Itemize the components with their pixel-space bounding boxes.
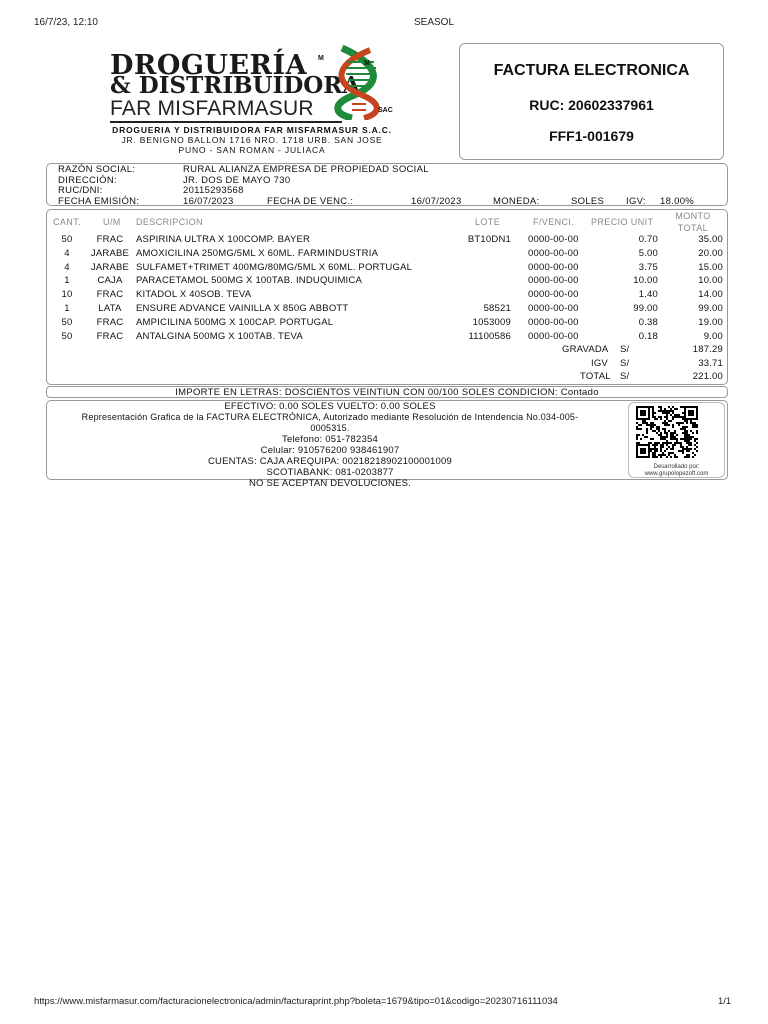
print-datetime: 16/7/23, 12:10 — [34, 17, 98, 28]
cell-venc: 0000-00-00 — [528, 275, 579, 287]
cell-total: 20.00 — [698, 247, 723, 259]
invoice-ruc: RUC: 20602337961 — [529, 97, 654, 113]
cell-lote: 1053009 — [472, 316, 511, 328]
total-currency: S/ — [620, 371, 630, 382]
cell-um: FRAC — [96, 316, 124, 328]
header-monto: MONTO — [675, 211, 711, 221]
header-um: U/M — [103, 217, 121, 227]
cell-venc: 0000-00-00 — [528, 289, 579, 301]
company-address: JR. BENIGNO BALLON 1716 NRO. 1718 URB. SAN JOSE — [121, 135, 383, 145]
cell-precio: 10.00 — [633, 275, 658, 287]
cell-cant: 1 — [64, 303, 70, 314]
print-url: https://www.misfarmasur.com/facturacionelectronica/admin/facturaprint.php?boleta=1679&tipo=01&codigo=20230716111034 — [34, 996, 558, 1007]
scotiabank: SCOTIABANK: 081-0203877 — [266, 467, 394, 478]
cell-um: CAJA — [97, 275, 123, 287]
igv-value: 18.00% — [660, 196, 695, 207]
logo-m-left: M — [318, 55, 324, 62]
cell-cant: 1 — [64, 275, 70, 287]
fecha-emision-label: FECHA EMISIÓN: — [58, 196, 140, 207]
invoice-title: FACTURA ELECTRONICA — [493, 62, 690, 79]
cell-total: 99.00 — [698, 303, 723, 314]
cell-precio: 3.75 — [638, 261, 658, 273]
cell-total: 9.00 — [703, 330, 723, 342]
logo-text-distribuidora: & DISTRIBUIDORA — [110, 72, 361, 99]
cell-venc: 0000-00-00 — [528, 261, 579, 273]
cell-desc: KITADOL X 40SOB. TEVA — [136, 289, 252, 301]
cell-venc: 0000-00-00 — [528, 234, 579, 245]
cell-precio: 1.40 — [638, 289, 658, 301]
print-page-title: SEASOL — [414, 17, 455, 28]
moneda-value: SOLES — [571, 196, 605, 207]
cell-lote: 58521 — [483, 303, 511, 314]
cell-cant: 10 — [61, 289, 73, 301]
cell-precio: 5.00 — [638, 247, 658, 259]
logo-text-farmisfarmasur: FAR MISFARMASUR — [110, 97, 314, 120]
cell-lote: 11100586 — [468, 330, 511, 342]
cell-total: 35.00 — [698, 234, 723, 245]
cell-precio: 99.00 — [633, 303, 658, 314]
cell-desc: SULFAMET+TRIMET 400MG/80MG/5ML X 60ML. PORTUGAL — [136, 261, 413, 273]
telefono: Telefono: 051-782354 — [282, 434, 378, 445]
no-devoluciones: NO SE ACEPTAN DEVOLUCIONES. — [248, 478, 411, 489]
header-lote: LOTE — [475, 217, 501, 227]
gravada-currency: S/ — [620, 344, 630, 355]
cell-precio: 0.70 — [638, 234, 658, 245]
cell-cant: 50 — [61, 234, 73, 245]
cell-um: JARABE — [90, 261, 130, 273]
importe-letras: IMPORTE EN LETRAS: DOSCIENTOS VEINTIUN CON 00/100 SOLES CONDICION: Contado — [175, 387, 599, 398]
qr-caption-2: www.grupolopezoft.com — [644, 471, 709, 477]
logo-m-right: M — [364, 60, 370, 67]
razon-value: RURAL ALIANZA EMPRESA DE PROPIEDAD SOCIAL — [183, 164, 429, 175]
cell-total: 15.00 — [698, 261, 723, 273]
total-value: 221.00 — [692, 371, 723, 382]
representacion-line2: 0005315. — [310, 423, 350, 433]
cell-precio: 0.38 — [638, 316, 658, 328]
cuentas: CUENTAS: CAJA AREQUIPA: 00218218902100001009 — [208, 456, 452, 467]
qr-caption-1: Desarrollado por: — [653, 464, 700, 470]
cell-um: JARABE — [90, 247, 130, 259]
company-name: DROGUERIA Y DISTRIBUIDORA FAR MISFARMASUR S.A.C. — [112, 125, 392, 135]
header-cant: CANT. — [53, 217, 82, 227]
cell-total: 14.00 — [698, 289, 723, 301]
cell-cant: 50 — [61, 316, 73, 328]
cell-venc: 0000-00-00 — [528, 330, 579, 342]
print-page-number: 1/1 — [718, 996, 732, 1007]
cell-cant: 4 — [64, 261, 70, 273]
cell-um: FRAC — [96, 234, 124, 245]
igv-label: IGV: — [626, 196, 646, 207]
fecha-venc-label: FECHA DE VENC.: — [267, 196, 354, 207]
ruc-dni-value: 20115293568 — [183, 185, 244, 196]
header-fvenci: F/VENCI. — [533, 217, 575, 227]
moneda-label: MONEDA: — [493, 196, 540, 207]
fecha-emision-value: 16/07/2023 — [183, 196, 234, 207]
cell-cant: 50 — [61, 330, 73, 342]
cell-desc: ANTALGINA 500MG X 100TAB. TEVA — [136, 330, 303, 342]
fecha-venc-value: 16/07/2023 — [411, 196, 462, 207]
gravada-value: 187.29 — [692, 344, 723, 355]
logo-text-drogueria: DROGUERÍA — [110, 50, 308, 81]
invoice-number: FFF1-001679 — [549, 128, 634, 144]
gravada-label: GRAVADA — [562, 344, 609, 355]
cell-desc: ENSURE ADVANCE VAINILLA X 850G ABBOTT — [136, 303, 349, 314]
logo-underline — [110, 121, 342, 123]
direccion-label: DIRECCIÓN: — [58, 175, 117, 186]
cell-precio: 0.18 — [638, 330, 658, 342]
razon-label: RAZÓN SOCIAL: — [58, 164, 136, 175]
total-label: TOTAL — [580, 371, 611, 382]
igv-total-value: 33.71 — [698, 358, 723, 369]
cell-desc: ASPIRINA ULTRA X 100COMP. BAYER — [136, 234, 311, 245]
direccion-value: JR. DOS DE MAYO 730 — [183, 175, 291, 186]
cell-desc: AMOXICILINA 250MG/5ML X 60ML. FARMINDUSTRIA — [136, 247, 379, 259]
cell-lote: BT10DN1 — [467, 234, 511, 245]
cell-um: FRAC — [96, 330, 124, 342]
qr-code-icon — [636, 406, 698, 458]
igv-total-currency: S/ — [620, 358, 630, 369]
header-precio-unit: PRECIO UNIT — [591, 217, 654, 227]
igv-total-label: IGV — [591, 358, 608, 369]
header-total: TOTAL — [677, 223, 709, 233]
cell-venc: 0000-00-00 — [528, 303, 579, 314]
cell-venc: 0000-00-00 — [528, 247, 579, 259]
logo-sac: SAC — [378, 107, 393, 114]
cell-total: 19.00 — [698, 316, 723, 328]
cell-venc: 0000-00-00 — [528, 316, 579, 328]
representacion-line1: Representación Grafica de la FACTURA ELECTRÓNICA, Autorizado mediante Resolución de Intendencia No.034-005- — [81, 412, 579, 422]
cell-um: LATA — [98, 303, 122, 314]
cell-desc: AMPICILINA 500MG X 100CAP. PORTUGAL — [136, 316, 334, 328]
efectivo-vuelto: EFECTIVO: 0.00 SOLES VUELTO: 0.00 SOLES — [224, 401, 436, 412]
ruc-dni-label: RUC/DNI: — [58, 185, 103, 196]
company-city: PUNO - SAN ROMAN - JULIACA — [178, 145, 326, 155]
cell-total: 10.00 — [698, 275, 723, 287]
cell-cant: 4 — [64, 247, 70, 259]
header-descripcion: DESCRIPCION — [136, 217, 203, 227]
celular: Celular: 910576200 938461907 — [260, 445, 400, 456]
cell-um: FRAC — [96, 289, 124, 301]
cell-desc: PARACETAMOL 500MG X 100TAB. INDUQUIMICA — [136, 275, 362, 287]
